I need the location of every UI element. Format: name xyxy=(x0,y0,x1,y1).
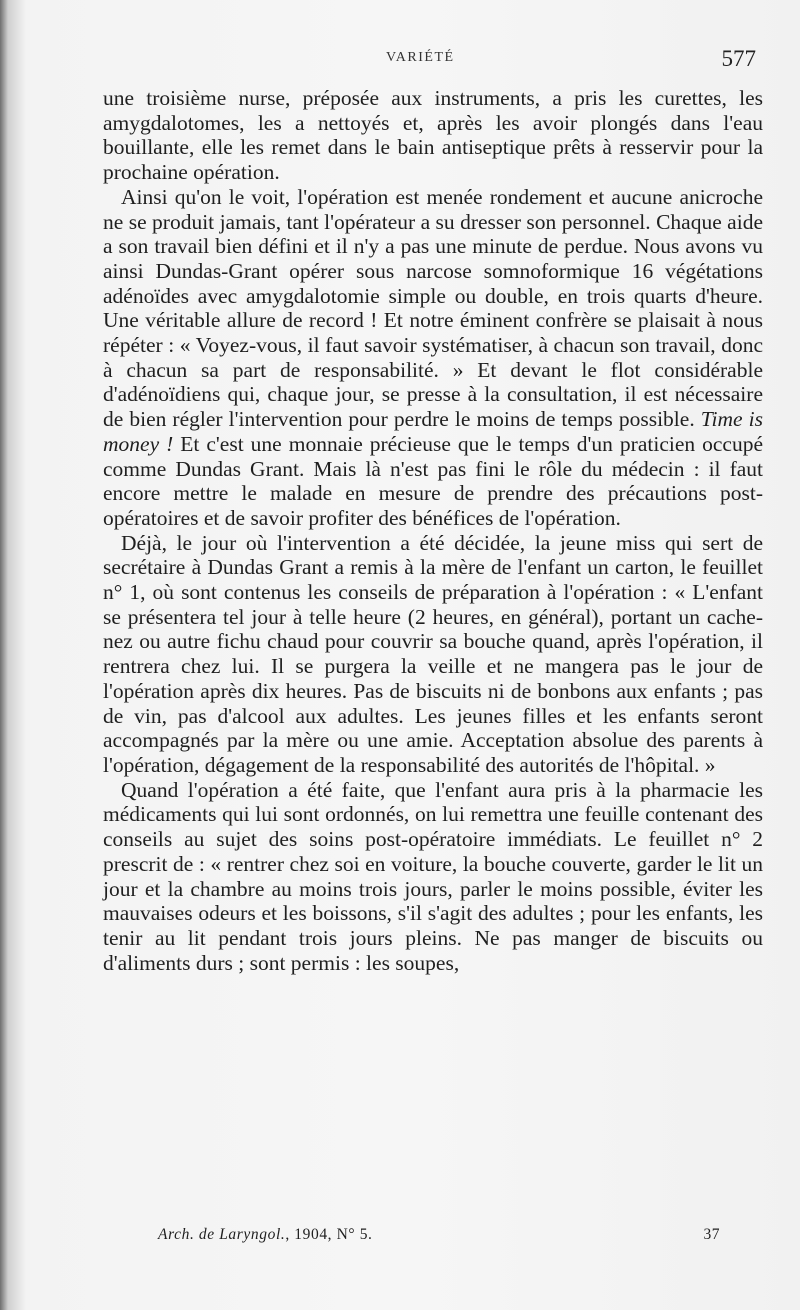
paragraph-2 xyxy=(103,185,763,531)
body-text xyxy=(103,86,763,975)
page-header xyxy=(0,46,800,76)
journal-issue: , 1904, N° 5. xyxy=(285,1226,373,1243)
paragraph-2-text-after: Et c'est une monnaie précieuse que le temps d'un praticien occupé comme Dundas Grant. Mais là n'est pas fini le rôle du médecin : il faut encore mettre le malade en mesure de prendre des précautions post-opératoires et de savoir profiter des bénéfices de l'opération. xyxy=(103,431,764,530)
paragraph-2-text-before: Ainsi qu'on le voit, l'opération est menée rondement et aucune anicroche ne se produit jamais, tant l'opérateur a su dresser son personnel. Chaque aide a son travail bien défini et il n'y a pas une minute de perdue. Nous avons vu ainsi Dundas-Grant opérer sous narcose somnoformique 16 végétations adénoïdes avec amygdalotomie simple ou double, en trois quarts d'heure. Une véritable allure de record ! Et notre éminent confrère se plaisait à nous répéter : « Voyez-vous, il faut savoir systématiser, à chacun son travail, donc à chacun sa part de responsabilité. » Et devant le flot considérable d'adénoïdiens qui, chaque jour, se presse à la consultation, il est nécessaire de bien régler l'intervention pour perdre le moins de temps possible. xyxy=(103,184,763,432)
page-footer xyxy=(0,1226,800,1254)
journal-title: Arch. de Laryngol. xyxy=(158,1226,286,1243)
emphasized-phrase: Time is money ! xyxy=(103,407,763,456)
page-number: 577 xyxy=(721,46,756,71)
running-head: VARIÉTÉ xyxy=(386,50,455,65)
paragraph-3: Déjà, le jour où l'intervention a été décidée, la jeune miss qui sert de secrétaire à Dundas Grant a remis à la mère de l'enfant un carton, le feuillet n° 1, où sont contenus les conseils de préparation à l'opération : « L'enfant se présentera tel jour à telle heure (2 heures, en général), portant un cache-nez ou autre fichu chaud pour couvrir sa bouche quand, après l'opération, il rentrera chez lui. Il se purgera la veille et ne mangera pas le jour de l'opération après dix heures. Pas de biscuits ni de bonbons aux enfants ; pas de vin, pas d'alcool aux adultes. Les jeunes filles et les enfants seront accompagnés par la mère ou une amie. Acceptation absolue des parents à l'opération, dégagement de la responsabilité des autorités de l'hôpital. » xyxy=(103,530,763,777)
paragraph-1: une troisième nurse, préposée aux instruments, a pris les curettes, les amygdalotomes, les a nettoyés et, après les avoir plongés dans l'eau bouillante, elle les remet dans le bain antiseptique prêts à resservir pour la prochaine opération. xyxy=(103,86,763,185)
paragraph-4: Quand l'opération a été faite, que l'enfant aura pris à la pharmacie les médicaments qui lui sont ordonnés, on lui remettra une feuille contenant des conseils au sujet des soins post-opératoire immédiats. Le feuillet n° 2 prescrit de : « rentrer chez soi en voiture, la bouche couverte, garder le lit un jour et la chambre au moins trois jours, parler le moins possible, éviter les mauvaises odeurs et les boissons, s'il s'agit des adultes ; pour les enfants, les tenir au lit pendant trois jours pleins. Ne pas manger de biscuits ou d'aliments durs ; sont permis : les soupes, xyxy=(103,777,763,975)
journal-citation xyxy=(158,1226,373,1244)
signature-mark: 37 xyxy=(703,1226,720,1243)
